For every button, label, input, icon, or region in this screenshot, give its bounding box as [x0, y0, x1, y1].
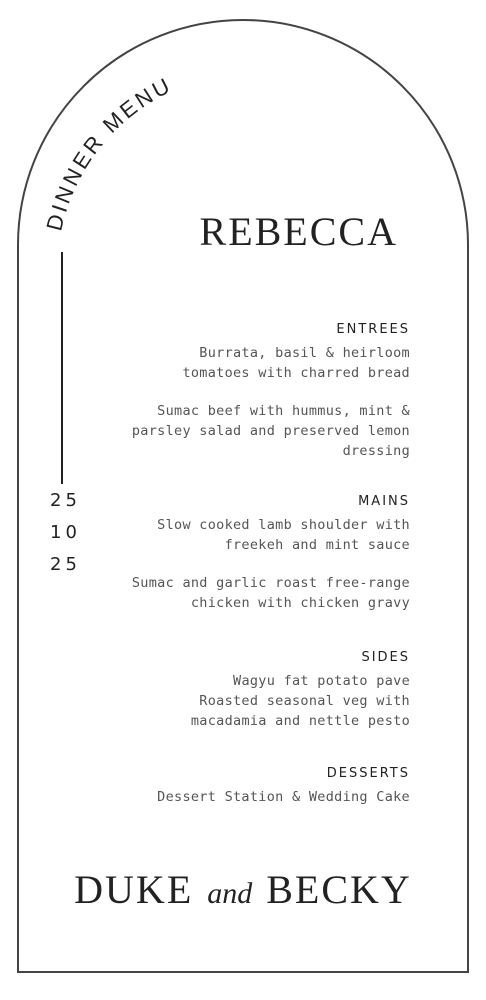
menu-item-line: Dessert Station & Wedding Cake — [157, 789, 410, 805]
name-right: BECKY — [266, 867, 412, 912]
section-sides — [90, 650, 410, 731]
menu-item — [90, 401, 410, 461]
menu-item-line: dressing — [342, 443, 410, 459]
menu-item-line: chicken with chicken gravy — [190, 595, 410, 611]
date-day: 25 — [50, 490, 81, 511]
section-entrees — [90, 322, 410, 461]
menu-item — [90, 515, 410, 555]
section-desserts — [90, 766, 410, 807]
date-year: 25 — [50, 554, 81, 575]
menu-item-line: tomatoes with charred bread — [182, 365, 410, 381]
section-title: SIDES — [361, 650, 410, 665]
section-title: DESSERTS — [326, 766, 410, 781]
conjunction: and — [207, 877, 253, 910]
menu-item-line: macadamia and nettle pesto — [190, 713, 410, 729]
guest-name: REBECCA — [199, 209, 398, 254]
menu-item-line: Roasted seasonal veg with — [199, 693, 410, 709]
menu-item — [90, 671, 410, 731]
section-title: ENTREES — [336, 322, 410, 337]
menu-item-line: parsley salad and preserved lemon — [131, 423, 410, 439]
section-mains — [90, 494, 410, 613]
dinner-menu-text: DINNER MENU — [41, 71, 177, 234]
menu-item — [90, 787, 410, 807]
section-title: MAINS — [358, 494, 410, 509]
svg-text:DINNER MENU — [41, 72, 176, 233]
dinner-menu-arc-title — [0, 0, 486, 300]
menu-item-line: Slow cooked lamb shoulder with — [157, 517, 410, 533]
name-left: DUKE — [74, 867, 194, 912]
couple-names — [0, 866, 486, 913]
vertical-divider — [61, 252, 63, 484]
menu-item-line: Sumac and garlic roast free-range — [131, 575, 410, 591]
menu-item — [90, 343, 410, 383]
menu-item-line: Sumac beef with hummus, mint & — [157, 403, 410, 419]
menu-item-line: Wagyu fat potato pave — [233, 673, 410, 689]
date-month: 10 — [50, 522, 81, 543]
menu-item-line: Burrata, basil & heirloom — [199, 345, 410, 361]
menu-item-line: freekeh and mint sauce — [224, 537, 410, 553]
menu-item — [90, 573, 410, 613]
